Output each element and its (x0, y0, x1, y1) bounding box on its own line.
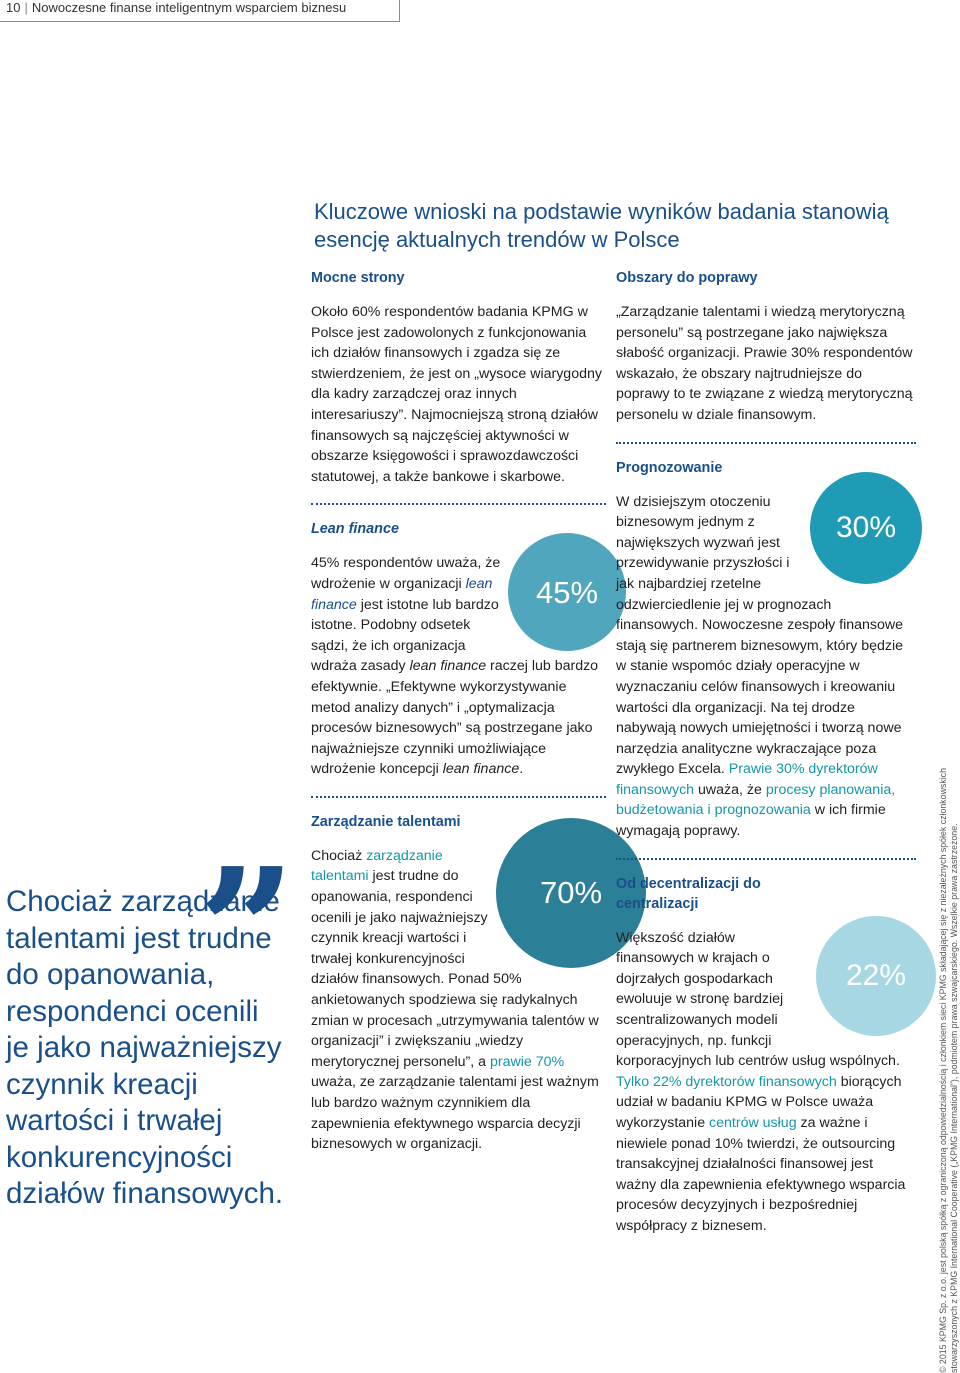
dotted-divider (311, 503, 606, 505)
section-body-decentralizacja: 22% Większość działów finansowych w krajach o dojrzałych gospodarkach ewoluuje w stronę bardziej scentralizowanych modeli operacyjnych, np. funkcji korporacyjnych lub centrów usług wspólnych. Tylko 22% dyrektorów finansowych biorących udział w badaniu KPMG w Polsce uważa wykorzystanie centrów usług za ważne i niewiele ponad 10% twierdzi, że outsourcing transakcyjnej działalności finansowej jest ważny dla zapewnienia efektywnego wsparcia procesów decyzyjnych i bezpośredniej współpracy z biznesem. (616, 928, 916, 1237)
section-title-mocne-strony: Mocne strony (311, 270, 405, 286)
page-headline: Kluczowe wnioski na podstawie wyników badania stanowią esencję aktualnych trendów w Polsce (314, 199, 889, 252)
middle-column (311, 268, 606, 1155)
highlight-text: prawie 70% (490, 1053, 565, 1070)
highlight-text: centrów usług (709, 1115, 797, 1131)
pull-quote: Chociaż zarządzanie talentami jest trudne do opanowania, respondenci ocenili je jako najważniejszy czynnik kreacji wartości i trwałej konkurencyjności działów finansowych. (6, 885, 284, 1210)
copyright-line: © 2015 KPMG Sp. z o.o. jest polską spółką z ograniczoną odpowiedzialnością i członkiem sieci KPMG składającej się z niezależnych spółek członkowskich (938, 768, 948, 1373)
stat-circle-30: 30% (810, 472, 922, 584)
section-body-prognozowanie: 30% W dzisiejszym otoczeniu biznesowym jednym z największych wyzwań jest przewidywanie przyszłości i jak najbardziej rzetelne odzwierciedlenie jej w prognozach finansowych. Nowoczesne zespoły finansowe stają się partnerem biznesowym, który będzie w stanie wspomóc działy operacyjne w wyznaczaniu celów finansowych i kreowaniu wartości dla organizacji. Na tej drodze nabywają nowych umiejętności i tworzą nowe narzędzia analityczne wykraczające poza zwykłego Excela. Prawie 30% dyrektorów finansowych uważa, że procesy planowania, budżetowania i prognozowania w ich firmie wymagają poprawy. (616, 492, 916, 842)
section-title-zarzadzanie-talentami: Zarządzanie talentami (311, 813, 461, 830)
section-body-lean-finance: 45% 45% respondentów uważa, że wdrożenie w organizacji lean finance jest istotne lub bardzo istotne. Podobny odsetek sądzi, że ich organizacja wdraża zasady lean finance raczej lub bardzo efektywnie. „Efektywne wykorzystywanie metod analizy danych” i „optymalizacja procesów biznesowych” są postrzegane jako najważniejsze czynniki umożliwiające wdrożenie koncepcji lean finance. (311, 553, 606, 780)
term-lean-finance: lean finance (442, 761, 520, 778)
quote-mark-icon: ” (198, 831, 296, 1031)
section-body-zarzadzanie-talentami: 70% Chociaż zarządzanie talentami jest trudne do opanowania, respondenci ocenili je jako najważniejszy czynnik kreacji wartości i trwałej konkurencyjności działów finansowych. Ponad 50% ankietowanych spodziewa się radykalnych zmian w procesach „utrzymywania talentów w organizacji” i zwiększaniu „wiedzy merytorycznej personelu”, a prawie 70% uważa, ze zarządzanie talentami jest ważnym lub bardzo ważnym czynnikiem dla zapewnienia efektywnego wsparcia decyzji biznesowych w organizacji. (311, 846, 606, 1155)
section-body-mocne-strony: Około 60% respondentów badania KPMG w Polsce jest zadowolonych z funkcjonowania ich działów finansowych i zgadza się ze stwierdzeniem, że jest on „wysoce wiarygodny dla kadry zarządczej oraz innych interesariuszy”. Najmocniejszą stroną działów finansowych są najczęściej aktywności w obszarze księgowości i sprawozdawczości statutowej, a także bankowe i skarbowe. (311, 304, 602, 485)
dotted-divider (616, 858, 916, 860)
highlight-text: Prawie 30% dyrektorów finansowych (616, 761, 878, 798)
highlight-text: Tylko 22% dyrektorów finansowych (616, 1073, 837, 1090)
section-title-lean-finance: Lean finance (311, 521, 399, 538)
header-separator: | (24, 0, 28, 15)
term-lean-finance: lean finance (409, 658, 487, 675)
section-title-prognozowanie: Prognozowanie (616, 459, 723, 476)
right-column (616, 268, 916, 1237)
highlight-text: zarządzanie talentami (311, 847, 443, 885)
running-header (0, 0, 400, 22)
copyright-note (938, 13, 960, 1373)
document-title: Nowoczesne finanse inteligentnym wsparciem biznesu (31, 0, 347, 15)
copyright-line: stowarzyszonych z KPMG International Cooperative („KPMG International”), podmiotem prawa szwajcarskiego. Wszelkie prawa zastrzeżone. (949, 823, 959, 1373)
term-lean-finance: lean finance (311, 575, 493, 613)
section-title-obszary-do-poprawy: Obszary do poprawy (616, 270, 758, 286)
dotted-divider (616, 442, 916, 444)
stat-circle-45: 45% (508, 533, 626, 651)
stat-circle-70: 70% (496, 818, 646, 968)
stat-circle-22: 22% (816, 916, 936, 1036)
highlight-text: procesy planowania, budżetowania i prognozowania (616, 781, 896, 819)
section-title-decentralizacja: Od decentralizacji do centralizacji (616, 875, 761, 912)
dotted-divider (311, 796, 606, 798)
section-body-obszary-do-poprawy: „Zarządzanie talentami i wiedzą merytoryczną personelu” są postrzegane jako największa słabość organizacji. Prawie 30% respondentów wskazało, że obszary najtrudniejsze do poprawy to te związane z wiedzą merytoryczną personelu w dziale finansowym. (616, 304, 913, 423)
page-number: 10 (6, 0, 21, 15)
